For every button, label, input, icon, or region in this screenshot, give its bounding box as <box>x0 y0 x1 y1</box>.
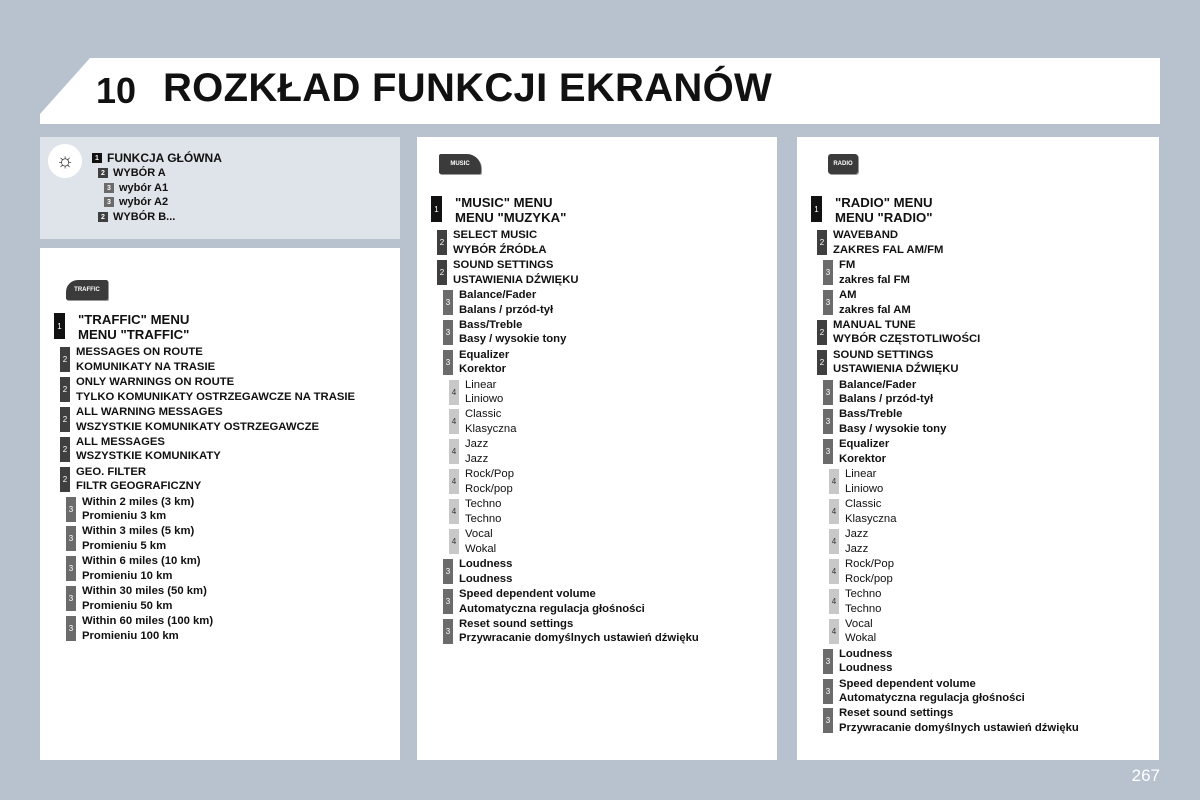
entry-label-pl: Basy / wysokie tony <box>459 333 567 346</box>
entry-label-pl: ZAKRES FAL AM/FM <box>833 243 944 256</box>
entry-label-en: Rock/Pop <box>465 468 514 481</box>
music-menu-entry <box>443 288 553 318</box>
entry-label-en: Rock/Pop <box>845 557 894 570</box>
entry-label-en: "MUSIC" MENU <box>455 195 553 210</box>
entry-label-pl: MENU "TRAFFIC" <box>78 327 190 342</box>
music-menu-entry <box>431 195 566 225</box>
entry-label-en: SELECT MUSIC <box>453 229 538 241</box>
level-badge: 3 <box>443 350 453 375</box>
traffic-menu-entry <box>60 375 355 405</box>
level-badge: 2 <box>817 320 827 345</box>
level-badge: 1 <box>811 196 822 222</box>
level-badge: 2 <box>437 230 447 255</box>
level-badge: 2 <box>98 212 108 222</box>
entry-label-pl: USTAWIENIA DŹWIĘKU <box>453 273 579 286</box>
entry-label-pl: Liniowo <box>465 393 504 406</box>
entry-label-pl: Automatyczna regulacja głośności <box>839 692 1025 705</box>
entry-label-pl: WSZYSTKIE KOMUNIKATY <box>76 450 221 463</box>
level-badge: 4 <box>829 559 839 584</box>
radio-menu-entry <box>823 706 1079 736</box>
entry-label-pl: Jazz <box>845 542 869 555</box>
legend-panel <box>40 137 400 239</box>
level-badge: 3 <box>66 616 76 641</box>
entry-label-en: ALL MESSAGES <box>76 435 165 448</box>
radio-menu-entry <box>829 497 897 527</box>
entry-label-pl: Korektor <box>839 453 887 466</box>
radio-menu-entry <box>829 527 868 557</box>
entry-label-pl: TYLKO KOMUNIKATY OSTRZEGAWCZE NA TRASIE <box>76 390 356 403</box>
radio-menu-entry <box>823 407 946 437</box>
radio-menu-entry <box>823 378 933 408</box>
entry-label-en: Jazz <box>845 528 869 540</box>
music-menu-entry <box>437 258 579 288</box>
entry-label-en: Techno <box>845 587 882 600</box>
entry-label-en: Jazz <box>465 438 489 451</box>
entry-label-en: Within 60 miles (100 km) <box>82 615 214 628</box>
level-badge: 4 <box>449 439 459 464</box>
legend-item: 3 wybór A1 <box>104 182 168 194</box>
level-badge: 3 <box>823 260 833 285</box>
traffic-menu-entry <box>66 495 194 525</box>
level-badge: 2 <box>60 467 70 492</box>
entry-label-en: FM <box>839 258 856 271</box>
level-badge: 4 <box>449 499 459 524</box>
entry-label-pl: Korektor <box>459 363 507 376</box>
level-badge: 4 <box>449 469 459 494</box>
entry-label-en: Within 30 miles (50 km) <box>82 585 207 598</box>
entry-label-pl: Rock/pop <box>845 572 893 585</box>
level-badge: 3 <box>443 320 453 345</box>
entry-label-pl: Przywracanie domyślnych ustawień dźwięku <box>839 722 1079 735</box>
radio-menu-panel <box>797 137 1159 760</box>
level-badge: 2 <box>60 407 70 432</box>
level-badge: 2 <box>98 168 108 178</box>
level-badge: 3 <box>66 586 76 611</box>
entry-label-pl: Techno <box>845 602 882 615</box>
page-number: 267 <box>1131 766 1160 785</box>
entry-label-en: Bass/Treble <box>459 318 523 331</box>
music-tag-icon: MUSIC <box>439 154 481 174</box>
radio-menu-entry <box>823 677 1025 707</box>
level-badge: 2 <box>817 350 827 375</box>
entry-label-en: Vocal <box>465 528 493 540</box>
entry-label-pl: Promieniu 5 km <box>82 540 167 553</box>
music-menu-panel <box>417 137 777 760</box>
level-badge: 2 <box>817 230 827 255</box>
radio-menu-entry <box>823 288 911 318</box>
entry-label-pl: MENU "RADIO" <box>835 210 933 225</box>
entry-label-en: Within 2 miles (3 km) <box>82 495 195 508</box>
music-menu-entry <box>449 497 501 527</box>
level-badge: 2 <box>437 260 447 285</box>
entry-label-pl: Liniowo <box>845 482 884 495</box>
entry-label-pl: MENU "MUZYKA" <box>455 210 567 225</box>
radio-menu-entry <box>829 557 894 587</box>
radio-menu-entry <box>817 318 980 348</box>
entry-label-en: "TRAFFIC" MENU <box>78 312 190 327</box>
level-badge: 2 <box>60 347 70 372</box>
entry-label-pl: Techno <box>465 512 502 525</box>
entry-label-en: WAVEBAND <box>833 229 899 241</box>
level-badge: 3 <box>66 497 76 522</box>
chapter-number: 10 <box>96 70 137 111</box>
traffic-menu-entry <box>54 312 189 342</box>
entry-label-pl: KOMUNIKATY NA TRASIE <box>76 360 216 373</box>
level-badge: 3 <box>443 619 453 644</box>
entry-label-en: Classic <box>465 408 502 421</box>
level-badge: 4 <box>449 409 459 434</box>
entry-label-en: "RADIO" MENU <box>835 195 933 210</box>
entry-label-pl: USTAWIENIA DŹWIĘKU <box>833 363 959 376</box>
traffic-menu-entry <box>66 584 207 614</box>
music-menu-entry <box>443 587 645 617</box>
level-badge: 3 <box>443 589 453 614</box>
entry-label-en: Speed dependent volume <box>839 677 976 690</box>
level-badge: 3 <box>823 409 833 434</box>
level-badge: 3 <box>823 649 833 674</box>
music-menu-entry <box>449 437 488 467</box>
entry-label-pl: WSZYSTKIE KOMUNIKATY OSTRZEGAWCZE <box>76 420 320 433</box>
radio-menu-entry <box>829 587 881 617</box>
music-menu-entry <box>449 467 514 497</box>
entry-label-en: ALL WARNING MESSAGES <box>76 405 223 418</box>
legend-item: 2 WYBÓR A <box>98 167 166 179</box>
level-badge: 3 <box>823 290 833 315</box>
entry-label-en: Speed dependent volume <box>459 587 596 600</box>
traffic-menu-entry <box>60 405 319 435</box>
entry-label-en: Balance/Fader <box>839 378 917 391</box>
music-menu-entry <box>449 378 503 408</box>
entry-label-en: Equalizer <box>839 438 890 451</box>
entry-label-pl: Klasyczna <box>845 512 897 525</box>
level-badge: 3 <box>823 708 833 733</box>
sun-icon: ☼ <box>48 144 82 178</box>
radio-menu-entry <box>823 437 889 467</box>
entry-label-pl: Wokal <box>465 542 497 555</box>
music-menu-entry <box>443 348 509 378</box>
radio-menu-entry <box>829 617 876 647</box>
entry-label-en: Loudness <box>459 557 513 570</box>
entry-label-pl: Promieniu 100 km <box>82 629 179 642</box>
radio-menu-entry <box>817 228 943 258</box>
traffic-menu-entry <box>60 345 215 375</box>
entry-label-en: Loudness <box>839 647 893 660</box>
traffic-menu-entry <box>66 524 194 554</box>
entry-label-pl: WYBÓR CZĘSTOTLIWOŚCI <box>833 333 981 346</box>
level-badge: 4 <box>829 589 839 614</box>
radio-menu-entry <box>823 258 910 288</box>
entry-label-pl: Jazz <box>465 453 489 466</box>
level-badge: 3 <box>66 526 76 551</box>
entry-label-en: Reset sound settings <box>839 707 954 720</box>
entry-label-en: SOUND SETTINGS <box>833 348 934 361</box>
radio-menu-entry <box>817 348 959 378</box>
entry-label-pl: Promieniu 3 km <box>82 510 167 523</box>
level-badge: 1 <box>92 153 102 163</box>
level-badge: 2 <box>60 437 70 462</box>
entry-label-pl: FILTR GEOGRAFICZNY <box>76 480 202 493</box>
entry-label-en: MANUAL TUNE <box>833 318 916 331</box>
entry-label-en: Linear <box>845 468 877 481</box>
level-badge: 4 <box>449 529 459 554</box>
level-badge: 4 <box>449 380 459 405</box>
entry-label-en: Balance/Fader <box>459 288 537 301</box>
entry-label-en: ONLY WARNINGS ON ROUTE <box>76 375 235 388</box>
entry-label-en: AM <box>839 288 857 301</box>
level-badge: 3 <box>823 439 833 464</box>
legend-item: 2 WYBÓR B... <box>98 211 175 223</box>
entry-label-pl: zakres fal FM <box>839 273 910 286</box>
level-badge: 3 <box>823 679 833 704</box>
music-menu-entry <box>443 318 566 348</box>
legend-item: 1 FUNKCJA GŁÓWNA <box>92 151 222 165</box>
entry-label-en: Classic <box>845 498 882 511</box>
entry-label-pl: Loudness <box>839 662 893 675</box>
level-badge: 3 <box>443 559 453 584</box>
level-badge: 4 <box>829 499 839 524</box>
entry-label-pl: Przywracanie domyślnych ustawień dźwięku <box>459 632 699 645</box>
entry-label-en: Bass/Treble <box>839 408 903 421</box>
entry-label-en: Within 3 miles (5 km) <box>82 525 195 538</box>
entry-label-en: SOUND SETTINGS <box>453 258 554 271</box>
level-badge: 3 <box>443 290 453 315</box>
entry-label-pl: Balans / przód-tył <box>839 393 934 406</box>
entry-label-pl: Balans / przód-tył <box>459 303 554 316</box>
music-menu-entry <box>443 617 699 647</box>
entry-label-pl: Promieniu 10 km <box>82 570 173 583</box>
level-badge: 3 <box>104 197 114 207</box>
entry-label-en: Vocal <box>845 617 873 630</box>
entry-label-pl: Automatyczna regulacja głośności <box>459 602 645 615</box>
traffic-menu-entry <box>60 435 221 465</box>
entry-label-pl: Promieniu 50 km <box>82 599 173 612</box>
level-badge: 3 <box>66 556 76 581</box>
entry-label-en: Linear <box>465 378 497 391</box>
traffic-menu-panel <box>40 248 400 760</box>
entry-label-pl: Basy / wysokie tony <box>839 423 947 436</box>
entry-label-en: Techno <box>465 498 502 511</box>
entry-label-en: Within 6 miles (10 km) <box>82 555 201 568</box>
traffic-menu-entry <box>66 554 201 584</box>
radio-menu-entry <box>829 467 883 497</box>
entry-label-en: Reset sound settings <box>459 617 574 630</box>
entry-label-en: MESSAGES ON ROUTE <box>76 346 203 358</box>
entry-label-pl: Rock/pop <box>465 482 513 495</box>
entry-label-pl: Klasyczna <box>465 423 517 436</box>
entry-label-pl: Loudness <box>459 572 513 585</box>
entry-label-pl: WYBÓR ŹRÓDŁA <box>453 243 547 256</box>
level-badge: 3 <box>823 380 833 405</box>
level-badge: 1 <box>54 313 65 339</box>
traffic-menu-entry <box>60 465 201 495</box>
entry-label-pl: zakres fal AM <box>839 303 911 316</box>
entry-label-pl: Wokal <box>845 632 877 645</box>
level-badge: 3 <box>104 183 114 193</box>
radio-menu-entry <box>823 647 892 677</box>
music-menu-entry <box>449 407 517 437</box>
music-menu-entry <box>437 228 547 258</box>
level-badge: 4 <box>829 529 839 554</box>
level-badge: 1 <box>431 196 442 222</box>
entry-label-en: Equalizer <box>459 348 510 361</box>
radio-tag-icon: RADIO <box>828 154 858 174</box>
traffic-menu-entry <box>66 614 213 644</box>
music-menu-entry <box>449 527 496 557</box>
radio-menu-entry <box>811 195 933 225</box>
legend-item: 3 wybór A2 <box>104 196 168 208</box>
level-badge: 4 <box>829 469 839 494</box>
entry-label-en: GEO. FILTER <box>76 465 147 478</box>
page-title: ROZKŁAD FUNKCJI EKRANÓW <box>163 66 773 110</box>
traffic-tag-icon: TRAFFIC <box>66 280 108 300</box>
level-badge: 4 <box>829 619 839 644</box>
level-badge: 2 <box>60 377 70 402</box>
music-menu-entry <box>443 557 512 587</box>
